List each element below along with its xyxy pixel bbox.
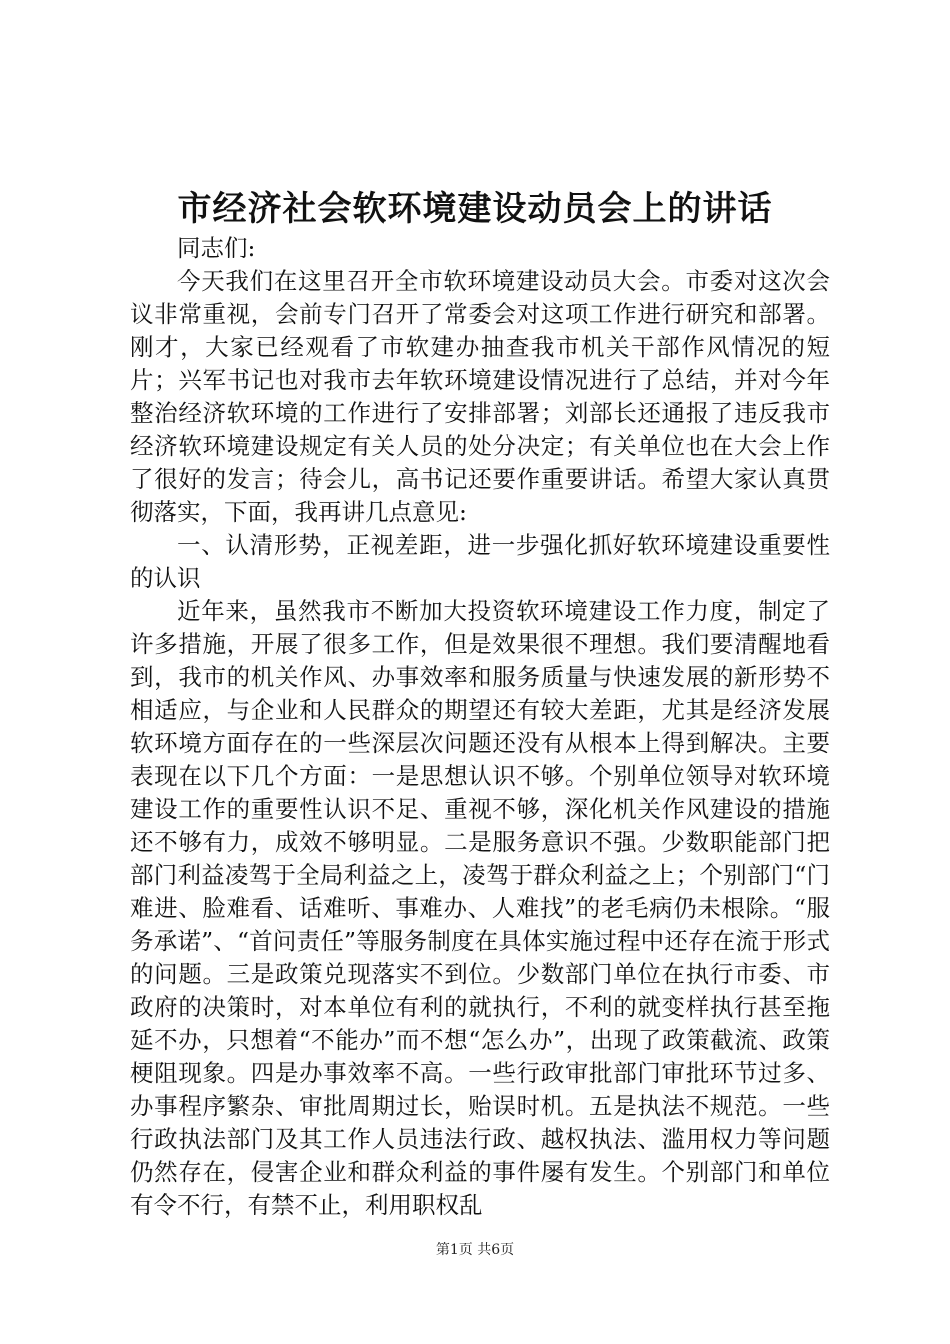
document-title: 市经济社会软环境建设动员会上的讲话: [177, 189, 773, 229]
document-body: [130, 232, 830, 1222]
section-heading: 一、认清形势，正视差距，进一步强化抓好软环境建设重要性的认识: [130, 531, 830, 592]
page-footer: 第1页 共6页: [435, 1242, 515, 1258]
opening-paragraph: 今天我们在这里召开全市软环境建设动员大会。市委对这次会议非常重视，会前专门召开了常委会对这项工作进行研究和部署。刚才，大家已经观看了市软建办抽查我市机关干部作风情况的短片；兴军书记也对我市去年软环境建设情况进行了总结，并对今年整治经济软环境的工作进行了安排部署；刘部长还通报了违反我市经济软环境建设规定有关人员的处分决定；有关单位也在大会上作了很好的发言；待会儿，高书记还要作重要讲话。希望大家认真贯彻落实，下面，我再讲几点意见:: [130, 267, 830, 526]
salutation-paragraph: 同志们:: [177, 234, 256, 262]
body-paragraph: 近年来，虽然我市不断加大投资软环境建设工作力度，制定了许多措施，开展了很多工作，但是效果很不理想。我们要清醒地看到，我市的机关作风、办事效率和服务质量与快速发展的新形势不相适应，与企业和人民群众的期望还有较大差距，尤其是经济发展软环境方面存在的一些深层次问题还没有从根本上得到解决。主要表现在以下几个方面：一是思想认识不够。个别单位领导对软环境建设工作的重要性认识不足、重视不够，深化机关作风建设的措施还不够有力，成效不够明显。二是服务意识不强。少数职能部门把部门利益凌驾于全局利益之上，凌驾于群众利益之上；个别部门“门难进、脸难看、话难听、事难办、人难找”的老毛病仍未根除。“服务承诺”、“首问责任”等服务制度在具体实施过程中还存在流于形式的问题。三是政策兑现落实不到位。少数部门单位在执行市委、市政府的决策时，对本单位有利的就执行，不利的就变样执行甚至拖延不办，只想着“不能办”而不想“怎么办”，出现了政策截流、政策梗阻现象。四是办事效率不高。一些行政审批部门审批环节过多、办事程序繁杂、审批周期过长，贻误时机。五是执法不规范。一些行政执法部门及其工作人员违法行政、越权执法、滥用权力等问题仍然存在，侵害企业和群众利益的事件屡有发生。个别部门和单位有令不行，有禁不止，利用职权乱: [130, 597, 830, 1219]
